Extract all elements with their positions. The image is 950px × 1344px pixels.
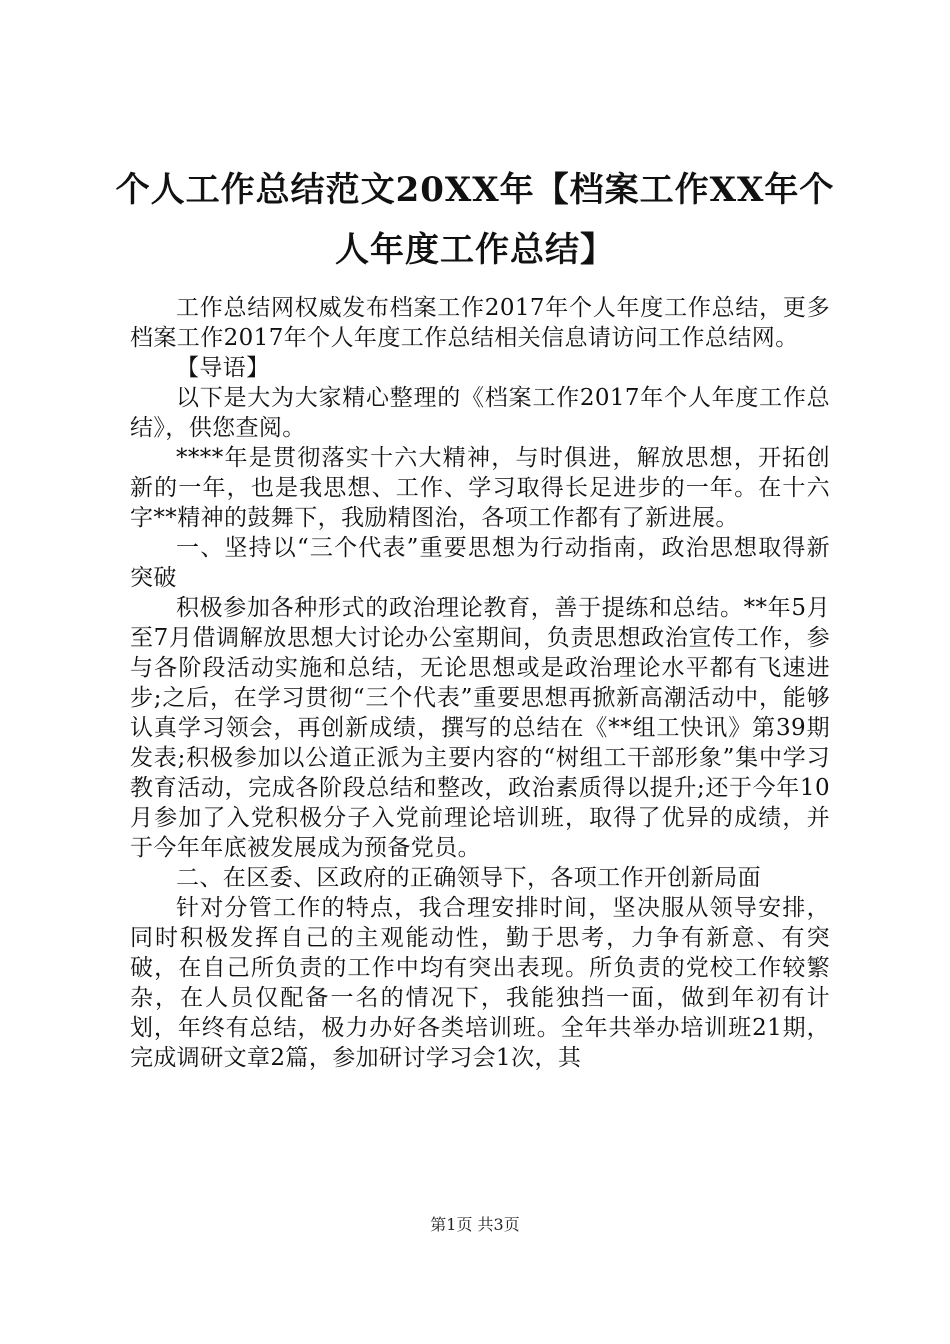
paragraph-lead: 以下是大为大家精心整理的《档案工作2017年个人年度工作总结》，供您查阅。 xyxy=(130,385,830,441)
paragraph-lead-heading: 【导语】 xyxy=(176,355,270,381)
paragraph-section-1: 积极参加各种形式的政治理论教育，善于提练和总结。**年5月至7月借调解放思想大讨论办公室期间，负责思想政治宣传工作，参与各阶段活动实施和总结，无论思想或是政治理论水平都有飞速进步;之后，在学习贯彻“三个代表”重要思想再掀新高潮活动中，能够认真学习领会，再创新成绩，撰写的总结在《**组工快讯》第39期发表;积极参加以公道正派为主要内容的“树组工干部形象”集中学习教育活动，完成各阶段总结和整改，政治素质得以提升;还于今年10月参加了入党积极分子入党前理论培训班，取得了优异的成绩，并于今年年底被发展成为预备党员。 xyxy=(130,595,830,861)
section-heading-1: 一、坚持以“三个代表”重要思想为行动指南，政治思想取得新突破 xyxy=(130,535,830,591)
section-heading-2: 二、在区委、区政府的正确领导下，各项工作开创新局面 xyxy=(176,865,761,891)
document-body xyxy=(130,293,830,1073)
paragraph-intro: 工作总结网权威发布档案工作2017年个人年度工作总结，更多档案工作2017年个人年度工作总结相关信息请访问工作总结网。 xyxy=(130,295,830,351)
paragraph-section-2: 针对分管工作的特点，我合理安排时间，坚决服从领导安排，同时积极发挥自己的主观能动性，勤于思考，力争有新意、有突破，在自己所负责的工作中均有突出表现。所负责的党校工作较繁杂，在人员仅配备一名的情况下，我能独挡一面，做到年初有计划，年终有总结，极力办好各类培训班。全年共举办培训班21期，完成调研文章2篇，参加研讨学习会1次，其 xyxy=(130,895,830,1071)
page-number: 第1页 共3页 xyxy=(430,1215,520,1234)
paragraph-overview: ****年是贯彻落实十六大精神，与时俱进，解放思想，开拓创新的一年，也是我思想、工作、学习取得长足进步的一年。在十六字**精神的鼓舞下，我励精图治，各项工作都有了新进展。 xyxy=(130,445,830,531)
document-title: 个人工作总结范文20XX年【档案工作XX年个人年度工作总结】 xyxy=(115,170,835,270)
